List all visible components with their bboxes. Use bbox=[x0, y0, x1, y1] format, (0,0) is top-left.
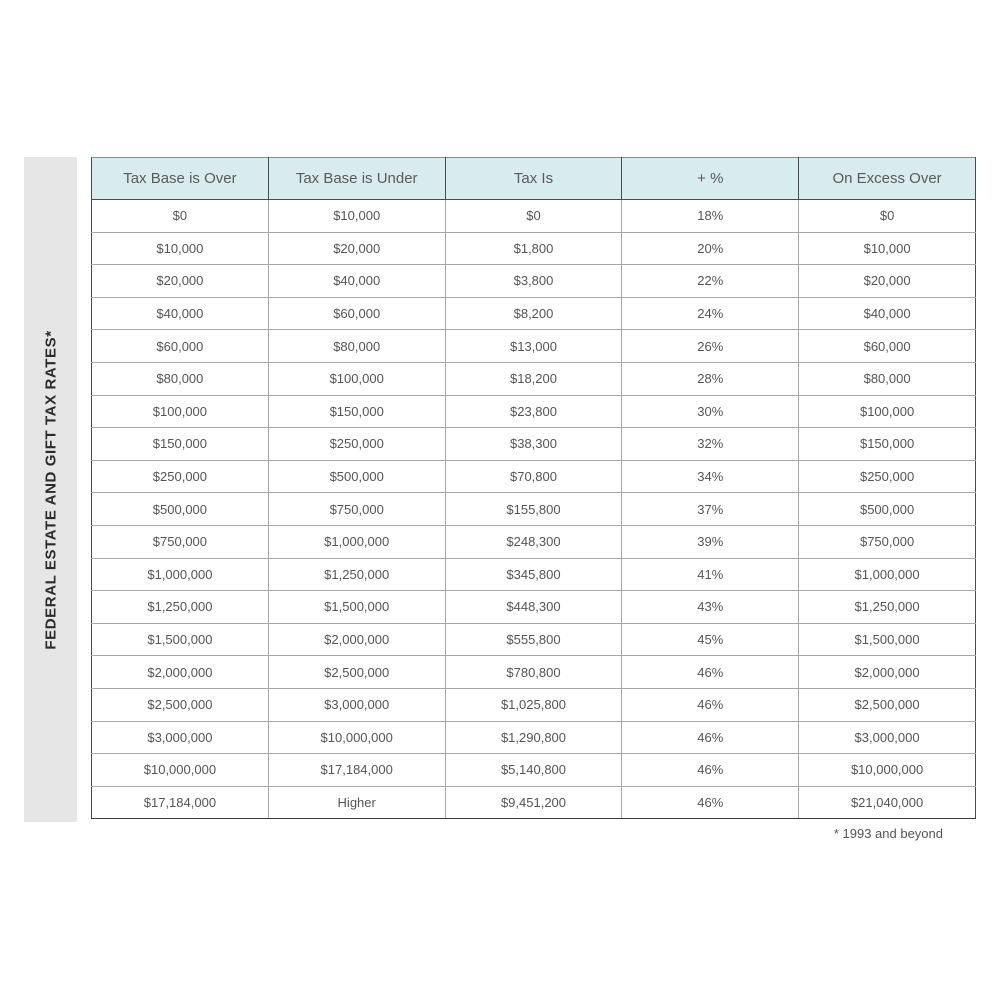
percent-cell: 22% bbox=[622, 265, 799, 298]
tax-base-over-cell: $0 bbox=[92, 200, 269, 233]
percent-cell: 37% bbox=[622, 493, 799, 526]
table-header bbox=[92, 158, 976, 200]
percent-cell: 41% bbox=[622, 558, 799, 591]
tax-is-cell: $18,200 bbox=[445, 362, 622, 395]
percent-cell: 46% bbox=[622, 688, 799, 721]
tax-base-over-cell: $10,000 bbox=[92, 232, 269, 265]
tax-base-under-cell: Higher bbox=[268, 786, 445, 819]
side-title: FEDERAL ESTATE AND GIFT TAX RATES* bbox=[42, 329, 59, 650]
tax-base-under-cell: $2,500,000 bbox=[268, 656, 445, 689]
percent-cell: 32% bbox=[622, 428, 799, 461]
tax-base-under-cell: $17,184,000 bbox=[268, 754, 445, 787]
tax-base-over-cell: $250,000 bbox=[92, 460, 269, 493]
footnote: * 1993 and beyond bbox=[833, 826, 943, 841]
column-header-percent: + % bbox=[622, 158, 799, 200]
tax-base-over-cell: $60,000 bbox=[92, 330, 269, 363]
tax-base-under-cell: $3,000,000 bbox=[268, 688, 445, 721]
tax-base-over-cell: $3,000,000 bbox=[92, 721, 269, 754]
table-row bbox=[92, 754, 976, 787]
on-excess-over-cell: $150,000 bbox=[799, 428, 976, 461]
tax-base-over-cell: $80,000 bbox=[92, 362, 269, 395]
column-header-on-excess-over: On Excess Over bbox=[799, 158, 976, 200]
table-row bbox=[92, 721, 976, 754]
table-row bbox=[92, 200, 976, 233]
percent-cell: 43% bbox=[622, 591, 799, 624]
table-row bbox=[92, 786, 976, 819]
table-row bbox=[92, 493, 976, 526]
on-excess-over-cell: $40,000 bbox=[799, 297, 976, 330]
on-excess-over-cell: $1,000,000 bbox=[799, 558, 976, 591]
tax-base-over-cell: $100,000 bbox=[92, 395, 269, 428]
on-excess-over-cell: $750,000 bbox=[799, 525, 976, 558]
on-excess-over-cell: $100,000 bbox=[799, 395, 976, 428]
tax-is-cell: $23,800 bbox=[445, 395, 622, 428]
on-excess-over-cell: $3,000,000 bbox=[799, 721, 976, 754]
on-excess-over-cell: $80,000 bbox=[799, 362, 976, 395]
tax-base-over-cell: $1,500,000 bbox=[92, 623, 269, 656]
tax-base-over-cell: $1,250,000 bbox=[92, 591, 269, 624]
tax-base-under-cell: $10,000,000 bbox=[268, 721, 445, 754]
tax-base-under-cell: $500,000 bbox=[268, 460, 445, 493]
on-excess-over-cell: $1,250,000 bbox=[799, 591, 976, 624]
table-row bbox=[92, 525, 976, 558]
tax-is-cell: $1,025,800 bbox=[445, 688, 622, 721]
tax-is-cell: $1,290,800 bbox=[445, 721, 622, 754]
tax-is-cell: $3,800 bbox=[445, 265, 622, 298]
table-row bbox=[92, 428, 976, 461]
tax-base-under-cell: $60,000 bbox=[268, 297, 445, 330]
on-excess-over-cell: $2,500,000 bbox=[799, 688, 976, 721]
tax-is-cell: $38,300 bbox=[445, 428, 622, 461]
tax-base-over-cell: $2,500,000 bbox=[92, 688, 269, 721]
on-excess-over-cell: $20,000 bbox=[799, 265, 976, 298]
percent-cell: 18% bbox=[622, 200, 799, 233]
percent-cell: 46% bbox=[622, 721, 799, 754]
tax-base-under-cell: $1,000,000 bbox=[268, 525, 445, 558]
table-row bbox=[92, 362, 976, 395]
table-row bbox=[92, 591, 976, 624]
column-header-tax-base-over: Tax Base is Over bbox=[92, 158, 269, 200]
percent-cell: 46% bbox=[622, 656, 799, 689]
table-row bbox=[92, 395, 976, 428]
percent-cell: 28% bbox=[622, 362, 799, 395]
table-row bbox=[92, 623, 976, 656]
percent-cell: 45% bbox=[622, 623, 799, 656]
tax-base-under-cell: $100,000 bbox=[268, 362, 445, 395]
tax-base-over-cell: $150,000 bbox=[92, 428, 269, 461]
tax-base-under-cell: $10,000 bbox=[268, 200, 445, 233]
tax-base-over-cell: $750,000 bbox=[92, 525, 269, 558]
percent-cell: 34% bbox=[622, 460, 799, 493]
tax-base-over-cell: $2,000,000 bbox=[92, 656, 269, 689]
tax-is-cell: $5,140,800 bbox=[445, 754, 622, 787]
percent-cell: 20% bbox=[622, 232, 799, 265]
tax-base-over-cell: $20,000 bbox=[92, 265, 269, 298]
tax-is-cell: $8,200 bbox=[445, 297, 622, 330]
tax-is-cell: $0 bbox=[445, 200, 622, 233]
tax-is-cell: $448,300 bbox=[445, 591, 622, 624]
tax-is-cell: $248,300 bbox=[445, 525, 622, 558]
on-excess-over-cell: $60,000 bbox=[799, 330, 976, 363]
percent-cell: 39% bbox=[622, 525, 799, 558]
tax-is-cell: $1,800 bbox=[445, 232, 622, 265]
table-row bbox=[92, 656, 976, 689]
tax-base-under-cell: $1,500,000 bbox=[268, 591, 445, 624]
tax-base-over-cell: $500,000 bbox=[92, 493, 269, 526]
on-excess-over-cell: $1,500,000 bbox=[799, 623, 976, 656]
tax-base-under-cell: $250,000 bbox=[268, 428, 445, 461]
on-excess-over-cell: $21,040,000 bbox=[799, 786, 976, 819]
tax-is-cell: $555,800 bbox=[445, 623, 622, 656]
table-body bbox=[92, 200, 976, 819]
table-row bbox=[92, 330, 976, 363]
table-row bbox=[92, 558, 976, 591]
tax-is-cell: $9,451,200 bbox=[445, 786, 622, 819]
tax-base-over-cell: $10,000,000 bbox=[92, 754, 269, 787]
on-excess-over-cell: $10,000 bbox=[799, 232, 976, 265]
percent-cell: 46% bbox=[622, 754, 799, 787]
on-excess-over-cell: $250,000 bbox=[799, 460, 976, 493]
on-excess-over-cell: $500,000 bbox=[799, 493, 976, 526]
header-row bbox=[92, 158, 976, 200]
tax-rates-table bbox=[91, 157, 976, 819]
tax-base-over-cell: $1,000,000 bbox=[92, 558, 269, 591]
tax-is-cell: $780,800 bbox=[445, 656, 622, 689]
on-excess-over-cell: $2,000,000 bbox=[799, 656, 976, 689]
tax-is-cell: $155,800 bbox=[445, 493, 622, 526]
table-row bbox=[92, 688, 976, 721]
percent-cell: 24% bbox=[622, 297, 799, 330]
percent-cell: 26% bbox=[622, 330, 799, 363]
tax-base-under-cell: $150,000 bbox=[268, 395, 445, 428]
tax-base-over-cell: $40,000 bbox=[92, 297, 269, 330]
tax-base-under-cell: $1,250,000 bbox=[268, 558, 445, 591]
tax-base-under-cell: $20,000 bbox=[268, 232, 445, 265]
column-header-tax-base-under: Tax Base is Under bbox=[268, 158, 445, 200]
percent-cell: 30% bbox=[622, 395, 799, 428]
table-row bbox=[92, 265, 976, 298]
column-header-tax-is: Tax Is bbox=[445, 158, 622, 200]
tax-is-cell: $70,800 bbox=[445, 460, 622, 493]
table-row bbox=[92, 232, 976, 265]
tax-base-under-cell: $40,000 bbox=[268, 265, 445, 298]
table-row bbox=[92, 460, 976, 493]
percent-cell: 46% bbox=[622, 786, 799, 819]
tax-base-over-cell: $17,184,000 bbox=[92, 786, 269, 819]
tax-base-under-cell: $750,000 bbox=[268, 493, 445, 526]
tax-is-cell: $345,800 bbox=[445, 558, 622, 591]
tax-is-cell: $13,000 bbox=[445, 330, 622, 363]
tax-base-under-cell: $2,000,000 bbox=[268, 623, 445, 656]
side-title-band bbox=[24, 157, 77, 822]
on-excess-over-cell: $10,000,000 bbox=[799, 754, 976, 787]
table-row bbox=[92, 297, 976, 330]
tax-base-under-cell: $80,000 bbox=[268, 330, 445, 363]
on-excess-over-cell: $0 bbox=[799, 200, 976, 233]
